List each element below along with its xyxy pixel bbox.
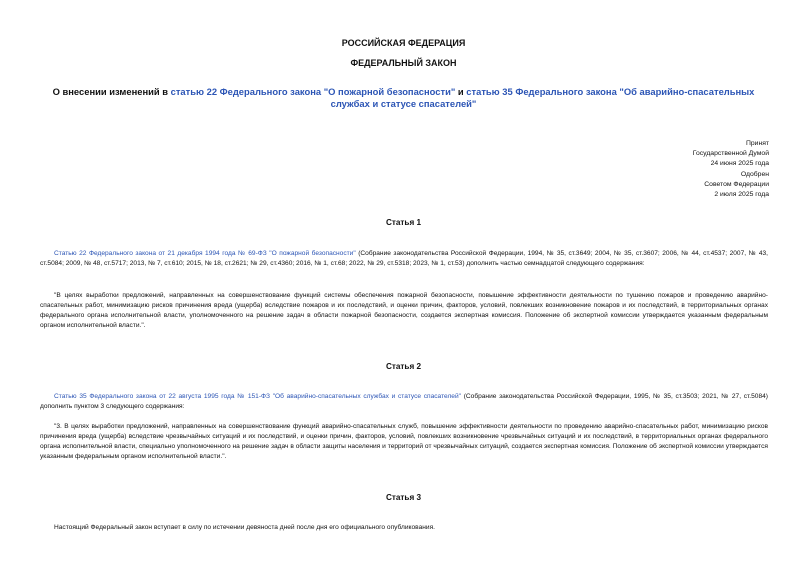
law-title-middle: и [455,86,467,97]
article-1-heading: Статья 1 [385,218,422,227]
country-heading: РОССИЙСКАЯ ФЕДЕРАЦИЯ [341,38,466,48]
law-title-link-article-22[interactable]: статью 22 Федерального закона "О пожарной безопасности" [170,86,456,97]
adoption-date: 24 июня 2025 года [710,160,769,168]
article-3-heading: Статья 3 [385,493,422,502]
approval-line: Советом Федерации [704,180,769,188]
adoption-block [569,139,769,200]
adoption-line: Принят [745,140,769,147]
article-2-intro [40,392,768,412]
article-3-text: Настоящий Федеральный закон вступает в силу по истечении девяноста дней после дня его официального опубликования. [54,524,435,531]
article-2-quote: "3. В целях выработки предложений, направленных на совершенствование функций аварийно-спасательных служб, повышение эффективности деятельности по проведению аварийно-спасательных работ, минимизацию рисков причинения вреда (ущерба) вследствие чрезвычайных ситуаций и их последствий, и оценки причин, факторов, условий, повлекших возникновение чрезвычайных ситуаций и их последствий, в территориальных органах федерального органа исполнительной власти, специально уполномоченного на решение задач в области защиты населения и территорий от чрезвычайных ситуаций, создается экспертная комиссия. Положение об экспертной комиссии утверждается указанным федеральным органом исполнительной власти.". [40,423,768,460]
article-1-intro [40,249,768,269]
article-1-law-link[interactable]: Статью 22 Федерального закона от 21 декабря 1994 года № 69-ФЗ "О пожарной безопасности" [54,250,356,257]
approval-date: 2 июля 2025 года [714,191,769,199]
article-2-law-link[interactable]: Статью 35 Федерального закона от 22 августа 1995 года № 151-ФЗ "Об аварийно-спасательных службах и статусе спасателей" [54,393,462,400]
adoption-line: Государственной Думой [692,150,769,158]
approval-line: Одобрен [740,170,769,178]
article-1-intro-text: (Собрание законодательства Российской Федерации, 1994, № 35, ст.3649; 2004, № 35, ст.3607; 2006, № 44, ст.4537; 2007, № 43, ст.5084; 2009, № 48, ст.5717; 2013, № 7, ст.610; 2015, № 18, ст.2621; № 29, ст.4360; 2016, № 1, ст.68; 2022, № 29, ст.5318; 2023, № 1, ст.53) дополнить частью семнадцатой следующего содержания: [40,250,768,267]
article-1-quote: "В целях выработки предложений, направленных на совершенствование функций системы обеспечения пожарной безопасности, повышение эффективности деятельности по тушению пожаров и проведению аварийно-спасательных работ, минимизацию рисков причинения вреда (ущерба) вследствие пожаров и их последствий, и оценки причин, факторов, условий, повлекших возникновение пожаров и их последствий, в территориальных органах федерального органа исполнительной власти, уполномоченного на решение задач в области пожарной безопасности, создается экспертная комиссия. Положение об экспертной комиссии утверждается указанным федеральным органом исполнительной власти.". [40,292,768,329]
article-2-intro-text: (Собрание законодательства Российской Федерации, 1995, № 35, ст.3503; 2021, № 27, ст.5084) дополнить пунктом 3 следующего содержания: [40,393,769,410]
law-title [40,86,767,110]
law-title-link-article-35[interactable]: статью 35 Федерального закона "Об аварийно-спасательных службах и статусе спасателей" [330,86,755,109]
law-title-prefix: О внесении изменений в [52,86,171,97]
article-2-heading: Статья 2 [385,362,422,371]
doc-type-heading: ФЕДЕРАЛЬНЫЙ ЗАКОН [350,58,457,68]
